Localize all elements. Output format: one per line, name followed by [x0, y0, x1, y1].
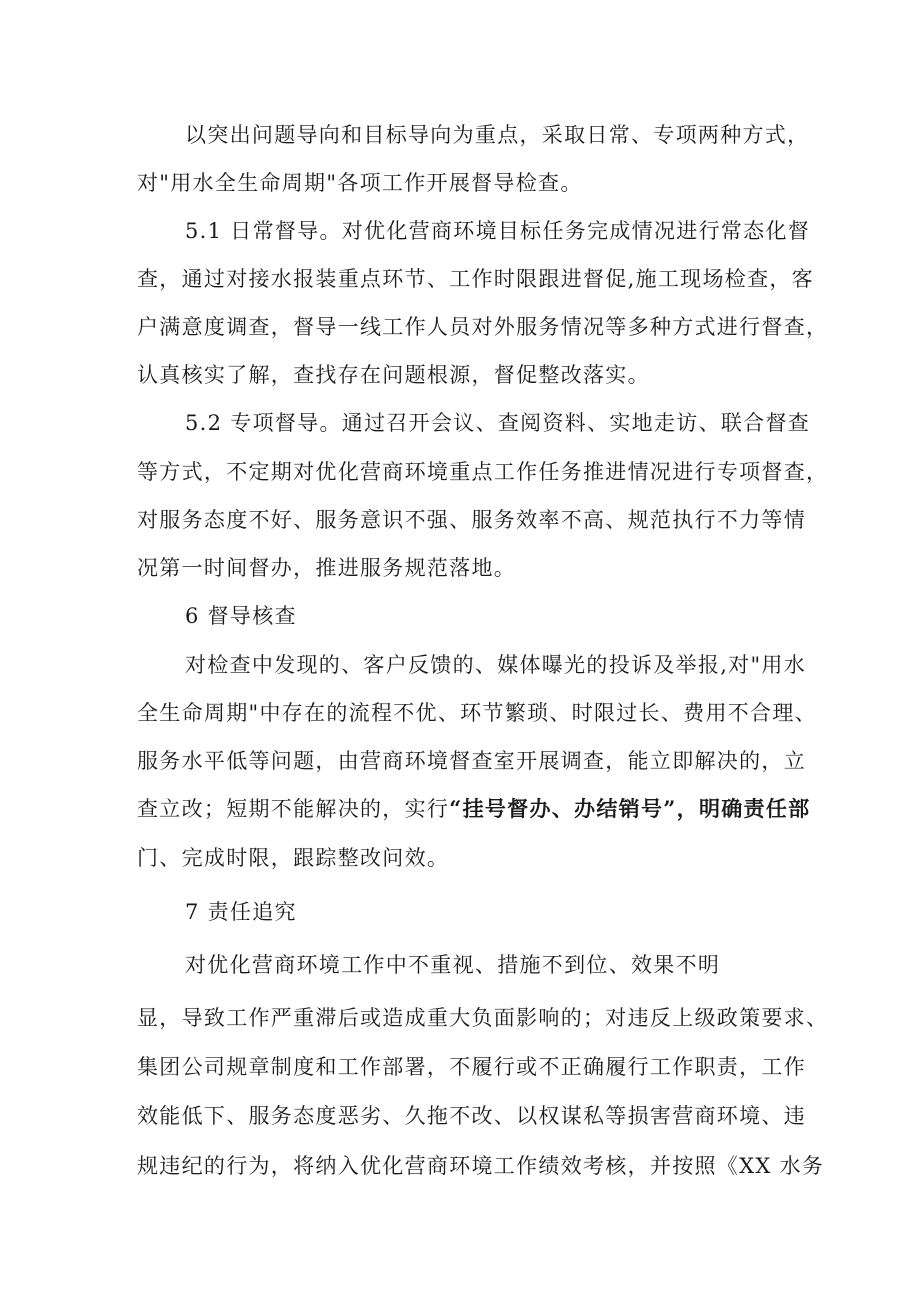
- paragraph-line: [0, 794, 920, 824]
- paragraph-line: 对优化营商环境工作中不重视、措施不到位、效果不明: [185, 953, 721, 977]
- paragraph-line: 门、完成时限，跟踪整改问效。: [137, 846, 450, 870]
- paragraph-line: 以突出问题导向和目标导向为重点，采取日常、专项两种方式，: [185, 123, 810, 147]
- paragraph-line: 况第一时间督办，推进服务规范落地。: [137, 556, 517, 580]
- paragraph-line: 对检查中发现的、客户反馈的、媒体曝光的投诉及举报,对"用水: [185, 653, 807, 677]
- paragraph-text: 查立改；短期不能解决的，实行: [137, 797, 450, 821]
- paragraph-line: 对"用水全生命周期"各项工作开展督导检查。: [137, 171, 583, 195]
- paragraph-line: 集团公司规章制度和工作部署，不履行或不正确履行工作职责，工作: [137, 1055, 806, 1079]
- paragraph-line: 全生命周期"中存在的流程不优、环节繁琐、时限过长、费用不合理、: [137, 701, 817, 725]
- section-heading: 6 督导核查: [185, 604, 297, 628]
- paragraph-line: 对服务态度不好、服务意识不强、服务效率不高、规范执行不力等情: [137, 508, 806, 532]
- paragraph-line: 效能低下、服务态度恶劣、久拖不改、以权谋私等损害营商环境、违: [137, 1104, 806, 1128]
- paragraph-line: 查，通过对接水报装重点环节、工作时限跟进督促,施工现场检查，客: [137, 267, 814, 291]
- emphasized-text: “挂号督办、办结销号”，明确责任部: [449, 796, 811, 821]
- paragraph-line: 认真核实了解，查找存在问题根源，督促整改落实。: [137, 363, 650, 387]
- paragraph-line: 显，导致工作严重滞后或造成重大负面影响的；对违反上级政策要求、: [137, 1006, 829, 1030]
- paragraph-line: 户满意度调查，督导一线工作人员对外服务情况等多种方式进行督查，: [137, 315, 829, 339]
- paragraph-line: 等方式，不定期对优化营商环境重点工作任务推进情况进行专项督查，: [137, 460, 829, 484]
- paragraph-line: 服务水平低等问题，由营商环境督查室开展调查，能立即解决的，立: [137, 749, 806, 773]
- paragraph-line: 5.1 日常督导。对优化营商环境目标任务完成情况进行常态化督: [185, 219, 811, 243]
- paragraph-line: 5.2 专项督导。通过召开会议、查阅资料、实地走访、联合督查: [185, 411, 811, 435]
- section-heading: 7 责任追究: [185, 900, 297, 924]
- paragraph-line: 规违纪的行为，将纳入优化营商环境工作绩效考核，并按照《XX 水务: [137, 1154, 825, 1178]
